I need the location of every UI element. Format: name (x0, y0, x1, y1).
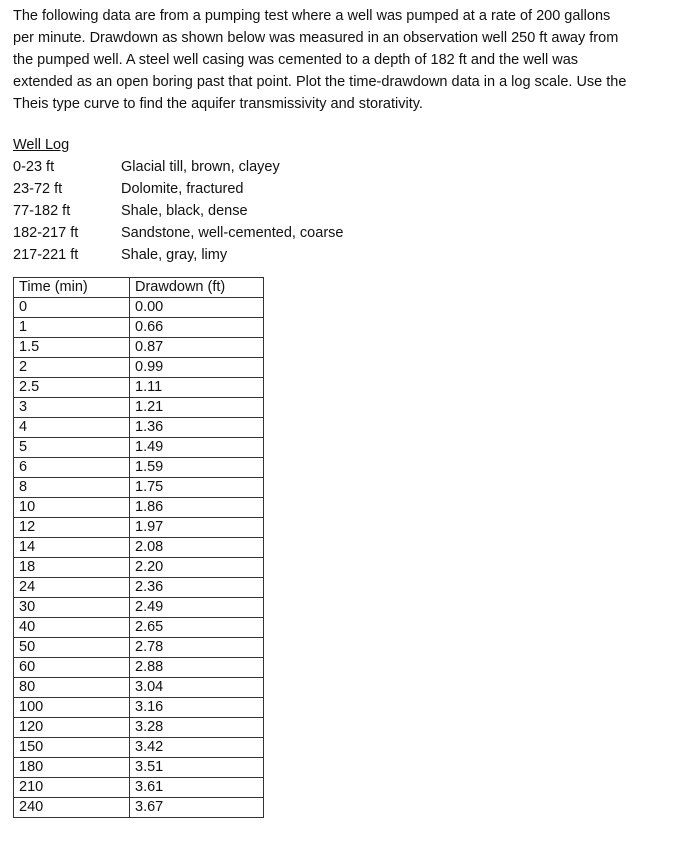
drawdown-cell: 1.86 (130, 498, 264, 518)
table-row (14, 458, 264, 478)
time-cell: 2.5 (14, 378, 130, 398)
time-cell: 12 (14, 518, 130, 538)
drawdown-cell: 1.21 (130, 398, 264, 418)
table-header-row (14, 278, 264, 298)
problem-line: extended as an open boring past that point. Plot the time-drawdown data in a log scale. Use the (13, 74, 627, 90)
drawdown-cell: 0.99 (130, 358, 264, 378)
time-cell: 1 (14, 318, 130, 338)
time-cell: 240 (14, 798, 130, 818)
drawdown-cell: 3.16 (130, 698, 264, 718)
log-depth: 23-72 ft (13, 181, 63, 197)
time-cell: 100 (14, 698, 130, 718)
time-cell: 1.5 (14, 338, 130, 358)
time-cell: 40 (14, 618, 130, 638)
drawdown-cell: 0.00 (130, 298, 264, 318)
table-row (14, 358, 264, 378)
drawdown-cell: 3.51 (130, 758, 264, 778)
log-depth: 217-221 ft (13, 247, 79, 263)
drawdown-cell: 1.36 (130, 418, 264, 438)
table-row (14, 498, 264, 518)
table-row (14, 678, 264, 698)
drawdown-cell: 3.42 (130, 738, 264, 758)
well-log-row (13, 156, 413, 178)
table-row (14, 658, 264, 678)
table-row (14, 638, 264, 658)
column-header-drawdown: Drawdown (ft) (130, 278, 264, 298)
time-cell: 10 (14, 498, 130, 518)
log-description: Dolomite, fractured (121, 181, 244, 197)
drawdown-cell: 1.11 (130, 378, 264, 398)
drawdown-cell: 3.61 (130, 778, 264, 798)
well-log-row (13, 222, 413, 244)
drawdown-table (13, 277, 264, 818)
well-log-title: Well Log (13, 137, 70, 153)
table-row (14, 558, 264, 578)
well-log-row (13, 178, 413, 200)
log-description: Shale, black, dense (121, 203, 248, 219)
time-cell: 3 (14, 398, 130, 418)
table-row (14, 378, 264, 398)
drawdown-cell: 2.08 (130, 538, 264, 558)
time-cell: 60 (14, 658, 130, 678)
table-row (14, 698, 264, 718)
time-cell: 180 (14, 758, 130, 778)
table-row (14, 798, 264, 818)
time-cell: 50 (14, 638, 130, 658)
well-log-row (13, 244, 413, 266)
time-cell: 0 (14, 298, 130, 318)
column-header-time: Time (min) (14, 278, 130, 298)
problem-statement (13, 5, 673, 115)
problem-line: Theis type curve to find the aquifer transmissivity and storativity. (13, 96, 423, 112)
drawdown-cell: 1.97 (130, 518, 264, 538)
table-row (14, 598, 264, 618)
log-description: Glacial till, brown, clayey (121, 159, 280, 175)
table-row (14, 538, 264, 558)
log-depth: 0-23 ft (13, 159, 55, 175)
drawdown-cell: 2.78 (130, 638, 264, 658)
time-cell: 5 (14, 438, 130, 458)
problem-line: per minute. Drawdown as shown below was measured in an observation well 250 ft away from (13, 30, 619, 46)
log-depth: 77-182 ft (13, 203, 71, 219)
log-depth: 182-217 ft (13, 225, 79, 241)
time-cell: 24 (14, 578, 130, 598)
drawdown-cell: 3.67 (130, 798, 264, 818)
table-row (14, 738, 264, 758)
table-row (14, 418, 264, 438)
table-row (14, 298, 264, 318)
table-row (14, 398, 264, 418)
time-cell: 80 (14, 678, 130, 698)
time-cell: 6 (14, 458, 130, 478)
problem-line: the pumped well. A steel well casing was cemented to a depth of 182 ft and the well was (13, 52, 579, 68)
drawdown-cell: 2.65 (130, 618, 264, 638)
table-row (14, 718, 264, 738)
well-log-list (13, 156, 413, 266)
time-cell: 120 (14, 718, 130, 738)
problem-line: The following data are from a pumping test where a well was pumped at a rate of 200 gallons (13, 8, 611, 24)
drawdown-cell: 2.88 (130, 658, 264, 678)
drawdown-cell: 3.04 (130, 678, 264, 698)
time-cell: 2 (14, 358, 130, 378)
well-log-row (13, 200, 413, 222)
drawdown-cell: 2.20 (130, 558, 264, 578)
drawdown-cell: 0.66 (130, 318, 264, 338)
table-row (14, 778, 264, 798)
time-cell: 8 (14, 478, 130, 498)
drawdown-cell: 2.36 (130, 578, 264, 598)
drawdown-cell: 1.75 (130, 478, 264, 498)
time-cell: 18 (14, 558, 130, 578)
table-row (14, 518, 264, 538)
drawdown-cell: 2.49 (130, 598, 264, 618)
drawdown-cell: 0.87 (130, 338, 264, 358)
table-row (14, 478, 264, 498)
time-cell: 14 (14, 538, 130, 558)
table-row (14, 618, 264, 638)
table-row (14, 758, 264, 778)
time-cell: 30 (14, 598, 130, 618)
table-row (14, 438, 264, 458)
log-description: Shale, gray, limy (121, 247, 228, 263)
time-cell: 210 (14, 778, 130, 798)
table-row (14, 338, 264, 358)
drawdown-cell: 1.49 (130, 438, 264, 458)
time-cell: 150 (14, 738, 130, 758)
table-row (14, 578, 264, 598)
drawdown-cell: 1.59 (130, 458, 264, 478)
time-cell: 4 (14, 418, 130, 438)
log-description: Sandstone, well-cemented, coarse (121, 225, 344, 241)
drawdown-cell: 3.28 (130, 718, 264, 738)
table-row (14, 318, 264, 338)
